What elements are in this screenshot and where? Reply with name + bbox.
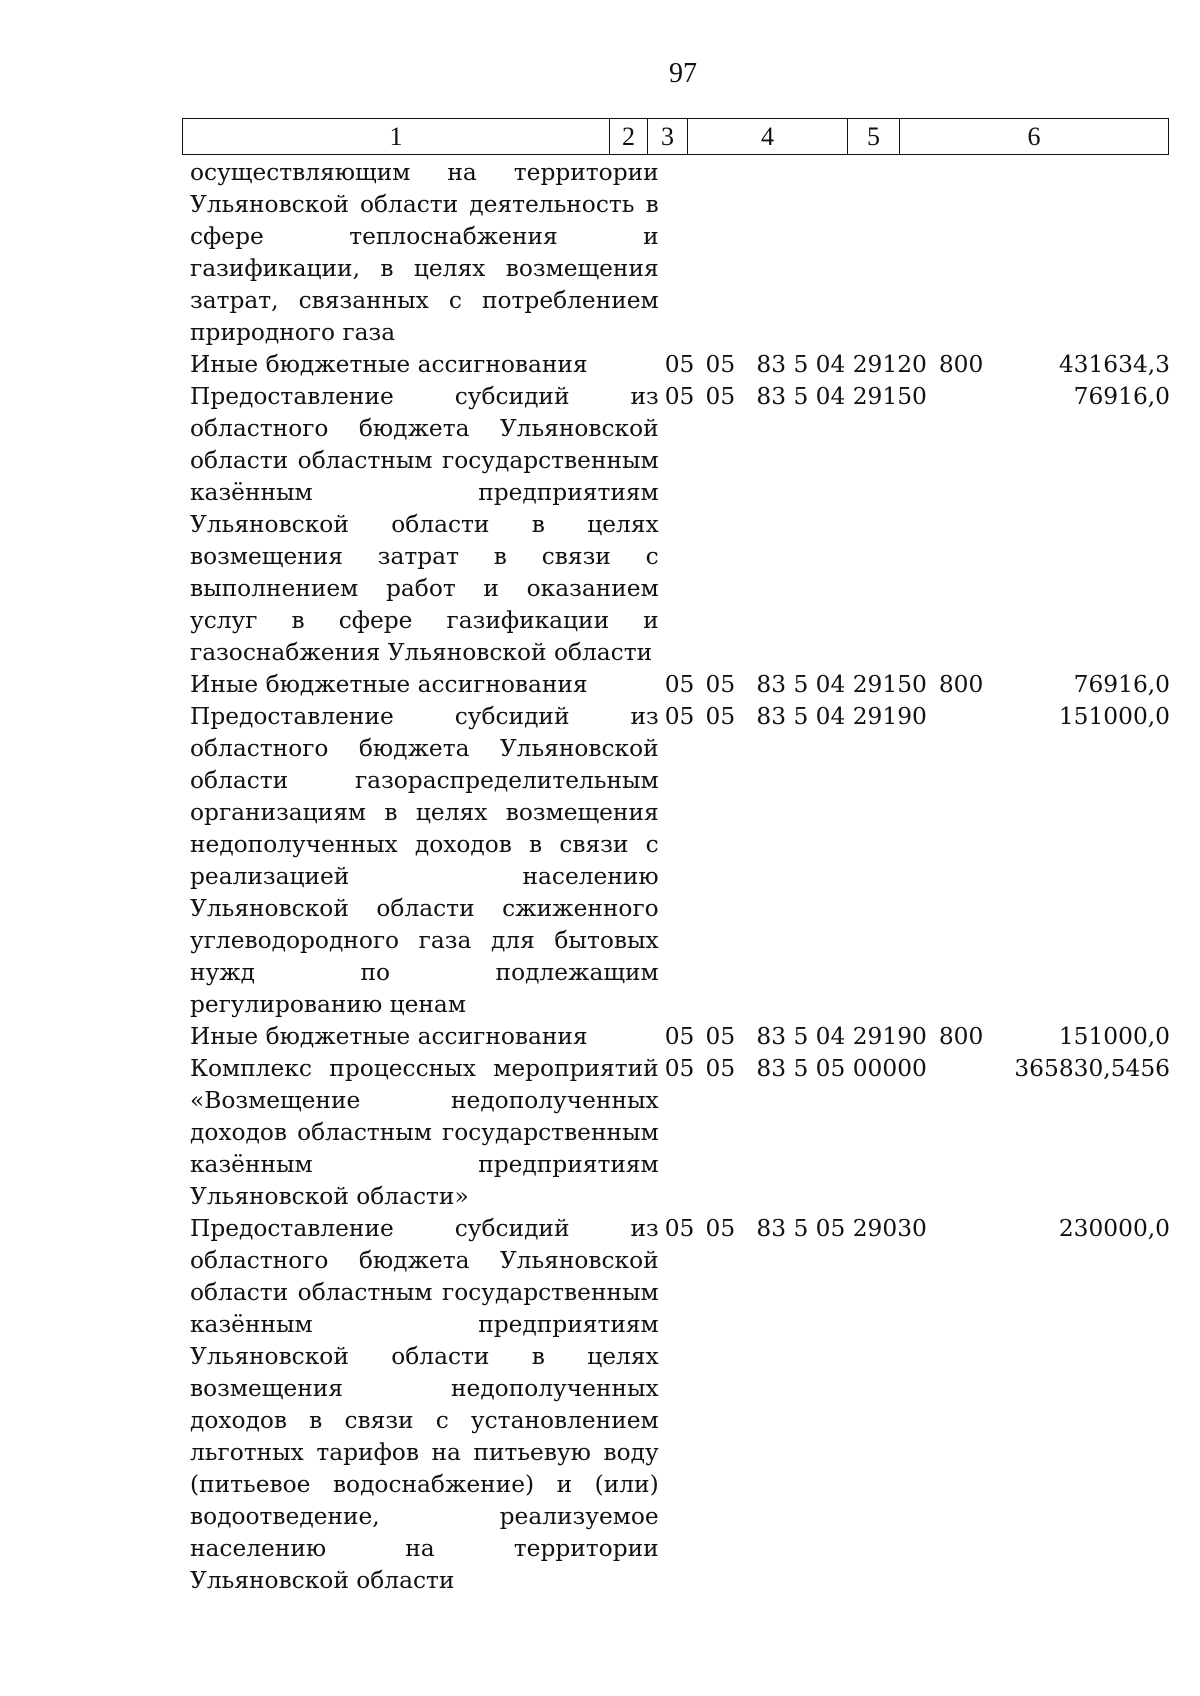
row-subsection: 05 xyxy=(705,1215,736,1242)
row-target-code: 83 5 04 29150 xyxy=(756,383,927,410)
row-name: Иные бюджетные ассигнования xyxy=(190,1023,588,1050)
row-amount: 151000,0 xyxy=(1058,1023,1170,1050)
column-header-2: 2 xyxy=(610,119,648,155)
row-target-code: 83 5 04 29190 xyxy=(756,703,927,730)
row-expense-type: 800 xyxy=(938,671,984,698)
row-section: 05 xyxy=(664,1055,695,1082)
row-expense-type: 800 xyxy=(938,351,984,378)
row-section xyxy=(659,157,706,349)
row-target-code xyxy=(752,157,938,349)
column-header-6: 6 xyxy=(900,119,1169,155)
row-amount: 76916,0 xyxy=(1073,671,1170,698)
row-target-code: 83 5 04 29150 xyxy=(756,671,927,698)
row-amount: 76916,0 xyxy=(1073,383,1170,410)
row-subsection xyxy=(706,157,753,349)
row-name: осуществляющим на территории Ульяновской области деятельность в сфере теплоснабжения и газификации, в целях возмещения затрат, связанных с потреблением природного газа xyxy=(190,159,659,346)
row-target-code: 83 5 04 29120 xyxy=(756,351,927,378)
row-subsection: 05 xyxy=(705,671,736,698)
table-row xyxy=(190,701,1170,1021)
row-name: Предоставление субсидий из областного бюджета Ульяновской области областным государственным казённым предприятиям Ульяновской области в целях возмещения недополученных доходов в связи с установлением льготных тарифов на питьевую воду (питьевое водоснабжение) и (или) водоотведение, реализуемое населению на территории Ульяновской области xyxy=(190,1215,659,1594)
table-row xyxy=(190,381,1170,669)
row-subsection: 05 xyxy=(705,383,736,410)
row-subsection: 05 xyxy=(705,1055,736,1082)
column-header-3: 3 xyxy=(648,119,688,155)
table-row xyxy=(190,349,1170,381)
row-target-code: 83 5 05 00000 xyxy=(756,1055,927,1082)
row-subsection: 05 xyxy=(705,703,736,730)
column-header-5: 5 xyxy=(848,119,900,155)
column-header-4: 4 xyxy=(688,119,848,155)
row-name: Комплекс процессных мероприятий «Возмещение недополученных доходов областным государственным казённым предприятиям Ульяновской области» xyxy=(190,1055,659,1210)
row-expense-type xyxy=(939,381,1003,669)
budget-table xyxy=(190,157,1170,1597)
row-section: 05 xyxy=(664,351,695,378)
row-expense-type xyxy=(939,701,1003,1021)
row-subsection: 05 xyxy=(705,351,736,378)
row-subsection: 05 xyxy=(705,1023,736,1050)
column-header-row xyxy=(182,118,1169,155)
row-amount: 151000,0 xyxy=(1058,703,1170,730)
table-row xyxy=(190,1021,1170,1053)
row-amount: 230000,0 xyxy=(1058,1215,1170,1242)
row-target-code: 83 5 04 29190 xyxy=(756,1023,927,1050)
row-name: Иные бюджетные ассигнования xyxy=(190,351,588,378)
row-expense-type xyxy=(939,157,1003,349)
row-name: Предоставление субсидий из областного бюджета Ульяновской области областным государственным казённым предприятиям Ульяновской области в целях возмещения затрат в связи с выполнением работ и оказанием услуг в сфере газификации и газоснабжения Ульяновской области xyxy=(190,383,659,666)
column-header-1: 1 xyxy=(183,119,610,155)
row-amount: 365830,5456 xyxy=(1014,1055,1170,1082)
row-section: 05 xyxy=(664,383,695,410)
row-expense-type xyxy=(939,1213,1003,1597)
table-row xyxy=(190,1213,1170,1597)
row-target-code: 83 5 05 29030 xyxy=(756,1215,927,1242)
table-row xyxy=(190,1053,1170,1213)
table-row xyxy=(190,669,1170,701)
row-amount xyxy=(1003,157,1170,349)
row-section: 05 xyxy=(664,671,695,698)
table-row xyxy=(190,157,1170,349)
row-section: 05 xyxy=(664,1215,695,1242)
row-amount: 431634,3 xyxy=(1058,351,1170,378)
row-expense-type: 800 xyxy=(938,1023,984,1050)
row-name: Иные бюджетные ассигнования xyxy=(190,671,588,698)
row-section: 05 xyxy=(664,703,695,730)
row-section: 05 xyxy=(664,1023,695,1050)
page-number: 97 xyxy=(669,58,697,89)
row-name: Предоставление субсидий из областного бюджета Ульяновской области газораспределительным организациям в целях возмещения недополученных доходов в связи с реализацией населению Ульяновской области сжиженного углеводородного газа для бытовых нужд по подлежащим регулированию ценам xyxy=(190,703,659,1018)
row-expense-type xyxy=(939,1053,1003,1213)
